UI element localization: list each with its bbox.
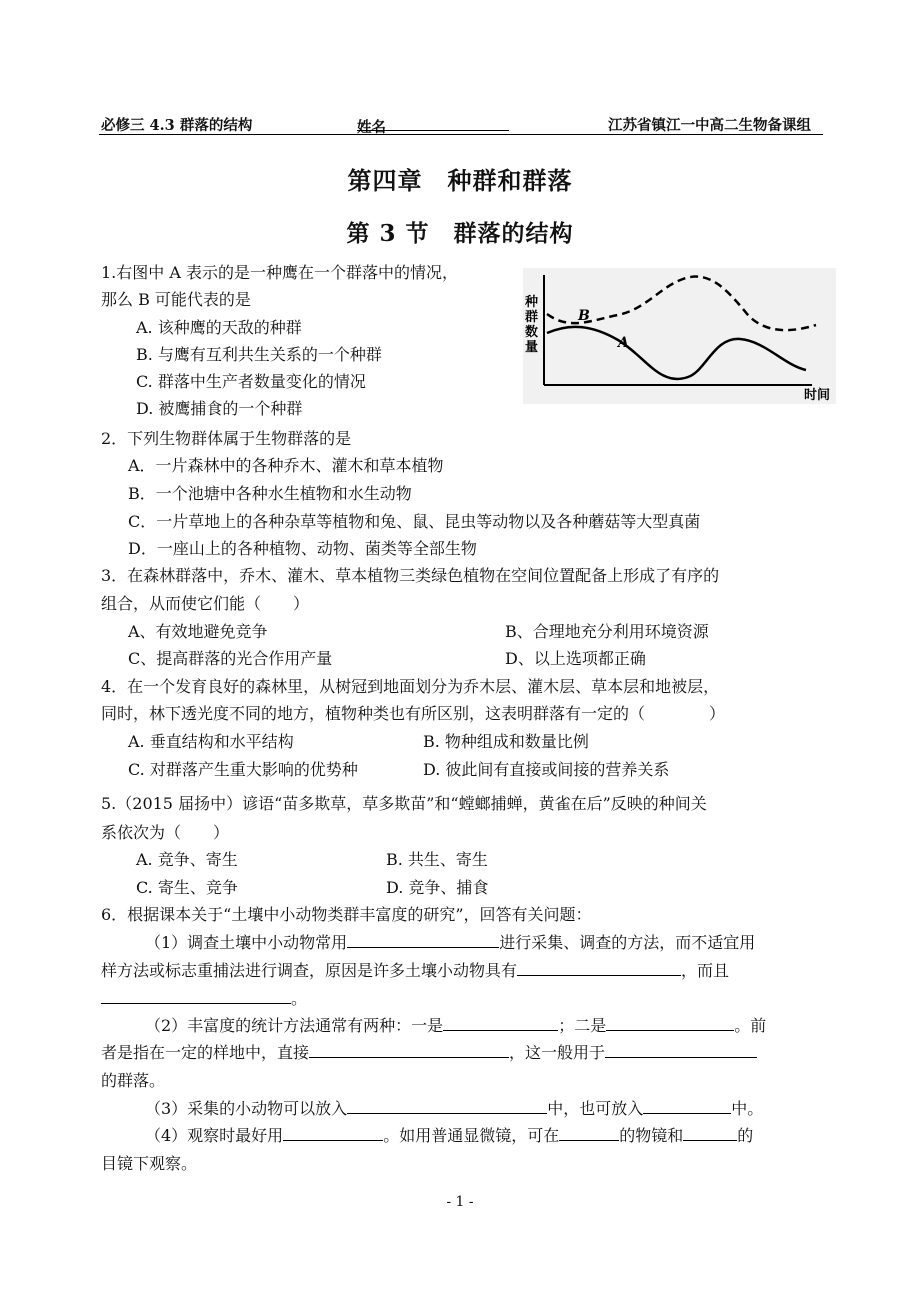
name-blank[interactable]: [357, 116, 509, 131]
q6-p2-text-d: 者是指在一定的样地中，直接: [101, 1043, 310, 1062]
q1-option-d: D. 被鹰捕食的一个种群: [136, 399, 303, 418]
series-b-label: B: [578, 308, 590, 324]
q6-stem: 6．根据课本关于“土壤中小动物类群丰富度的研究”，回答有关问题：: [101, 905, 592, 924]
q2-stem: 2．下列生物群体属于生物群落的是: [101, 429, 352, 448]
q6-p1-text-d: ，而且: [681, 961, 730, 980]
q5-option-c: C. 寄生、竞争: [136, 878, 238, 897]
q6-p1-blank-1[interactable]: [347, 933, 499, 948]
q6-p4-text-b: 。如用普通显微镜，可在: [383, 1126, 560, 1145]
q3-stem-line2: 组合，从而使它们能（ ）: [101, 594, 310, 613]
q6-p1-blank-2[interactable]: [517, 961, 681, 976]
q6-p2-blank-2[interactable]: [606, 1016, 734, 1031]
q3-option-b: B、合理地充分利用环境资源: [505, 622, 709, 641]
chapter-title: 第四章 种群和群落: [347, 166, 573, 195]
q4-stem-line2: 同时，林下透光度不同的地方，植物种类也有所区别，这表明群落有一定的（ ）: [101, 704, 726, 723]
q1-option-c: C. 群落中生产者数量变化的情况: [136, 372, 366, 391]
section-title: 第 3 节 群落的结构: [346, 220, 574, 247]
q6-p4-text-d: 的: [737, 1126, 754, 1145]
q6-p2-text-a: （2）丰富度的统计方法通常有两种：一是: [145, 1016, 444, 1035]
q4-option-a: A. 垂直结构和水平结构: [128, 732, 294, 751]
school-label: 江苏省镇江一中高二生物备课组: [608, 117, 811, 134]
q3-option-c: C、提高群落的光合作用产量: [128, 649, 333, 668]
q6-p2-text-b: ；二是: [558, 1016, 607, 1035]
q6-p2-text-e: ，这一般用于: [509, 1043, 606, 1062]
q1-option-b: B. 与鹰有互利共生关系的一个种群: [136, 345, 382, 364]
q4-option-c: C. 对群落产生重大影响的优势种: [128, 760, 358, 779]
y-label-char-1: 种: [525, 295, 539, 310]
q6-p1-text-a: （1）调查土壤中小动物常用: [145, 933, 348, 952]
page-header: [99, 112, 823, 135]
q6-part1-line3: [101, 989, 307, 1009]
q6-p4-text-c: 的物镜和: [619, 1126, 684, 1145]
chart-background: [523, 268, 836, 404]
q6-p2-text-c: 。前: [734, 1016, 767, 1035]
q6-part1-line2: [101, 961, 729, 981]
q3-stem-line1: 3．在森林群落中，乔木、灌木、草本植物三类绿色植物在空间位置配备上形成了有序的: [101, 566, 720, 585]
q6-part2-line3: 的群落。: [101, 1071, 166, 1090]
q5-option-b: B. 共生、寄生: [386, 850, 488, 869]
q6-part3-line1: [145, 1099, 763, 1119]
y-label-char-3: 数: [525, 325, 539, 340]
q6-p4-blank-3[interactable]: [683, 1126, 737, 1141]
q6-part4-line1: [145, 1126, 753, 1146]
series-a-label: A: [618, 335, 629, 351]
q4-option-b: B. 物种组成和数量比例: [423, 732, 589, 751]
q6-p4-text-a: （4）观察时最好用: [145, 1126, 284, 1145]
q5-option-a: A. 竞争、寄生: [136, 850, 238, 869]
q6-p1-text-e: 。: [291, 989, 308, 1008]
name-label: 姓名: [357, 119, 386, 136]
q2-option-b: B．一个池塘中各种水生植物和水生动物: [128, 484, 412, 503]
course-label: 必修三 4.3 群落的结构: [101, 117, 253, 134]
q6-p3-text-b: 中，也可放入: [547, 1099, 644, 1118]
q4-stem-line1: 4．在一个发育良好的森林里，从树冠到地面划分为乔木层、灌木层、草本层和地被层，: [101, 677, 720, 696]
q3-option-a: A、有效地避免竞争: [128, 622, 268, 641]
q6-p2-blank-4[interactable]: [605, 1043, 757, 1058]
q6-p2-blank-1[interactable]: [443, 1016, 558, 1031]
y-label-char-2: 群: [525, 310, 539, 325]
q5-option-d: D. 竞争、捕食: [386, 878, 489, 897]
q1-stem-line1: 1.右图中 A 表示的是一种鹰在一个群落中的情况，: [101, 263, 458, 282]
q4-option-d: D. 彼此间有直接或间接的营养关系: [423, 760, 670, 779]
q6-p3-blank-2[interactable]: [643, 1099, 731, 1114]
q1-stem-line2: 那么 B 可能代表的是: [101, 290, 251, 309]
q5-stem-line2: 系依次为（ ）: [101, 823, 230, 842]
population-chart: [520, 265, 838, 407]
q6-part2-line1: [145, 1016, 766, 1036]
q2-option-a: A．一片森林中的各种乔木、灌木和草本植物: [128, 456, 444, 475]
q6-p1-blank-3[interactable]: [101, 989, 291, 1004]
q6-p3-blank-1[interactable]: [347, 1099, 547, 1114]
q3-option-d: D、以上选项都正确: [505, 649, 646, 668]
q6-p3-text-c: 中。: [731, 1099, 764, 1118]
q6-p2-blank-3[interactable]: [309, 1043, 509, 1058]
q6-part1-line1: [145, 933, 755, 953]
x-axis-label: 时间: [804, 388, 831, 403]
q5-stem-line1: 5.（2015 届扬中）谚语“苗多欺草，草多欺苗”和“螳螂捕蝉，黄雀在后”反映的种间关: [101, 794, 707, 813]
q2-option-d: D．一座山上的各种植物、动物、菌类等全部生物: [128, 539, 477, 558]
q2-option-c: C．一片草地上的各种杂草等植物和兔、鼠、昆虫等动物以及各种蘑菇等大型真菌: [128, 512, 701, 531]
q6-p4-blank-2[interactable]: [559, 1126, 619, 1141]
q6-part2-line2: [101, 1043, 757, 1063]
q6-p4-blank-1[interactable]: [283, 1126, 383, 1141]
q1-option-a: A. 该种鹰的天敌的种群: [136, 318, 302, 337]
page-number: - 1 -: [446, 1194, 474, 1210]
q6-part4-line2: 目镜下观察。: [101, 1154, 198, 1173]
q6-p1-text-c: 样方法或标志重捕法进行调查，原因是许多土壤小动物具有: [101, 961, 518, 980]
y-label-char-4: 量: [525, 340, 539, 355]
q6-p3-text-a: （3）采集的小动物可以放入: [145, 1099, 348, 1118]
q6-p1-text-b: 进行采集、调查的方法，而不适宜用: [499, 933, 756, 952]
